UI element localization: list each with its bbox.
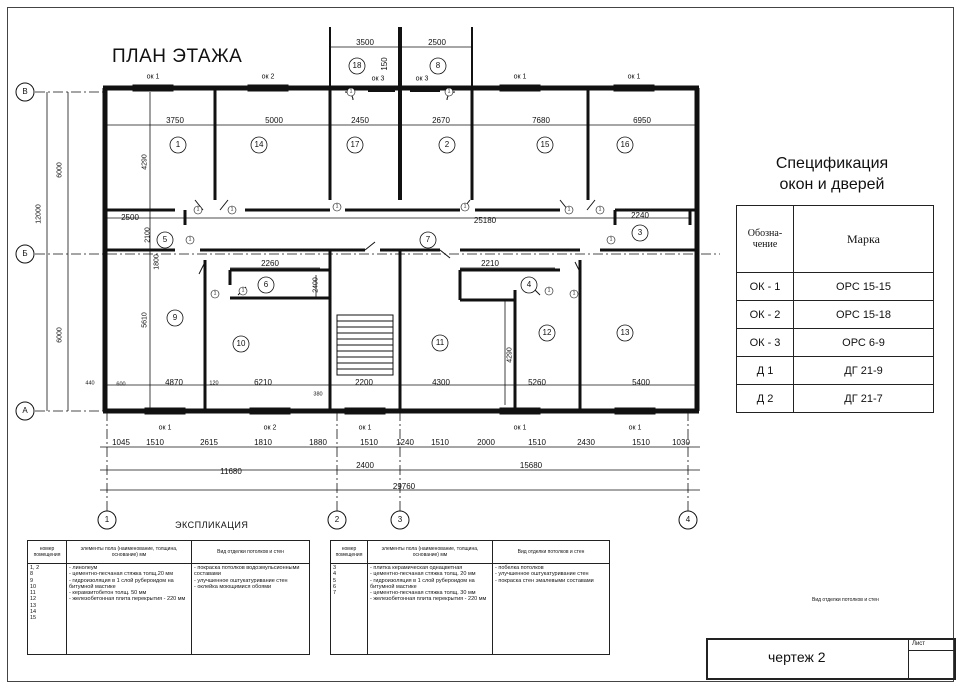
ex1-header [28,541,310,564]
dim-label: 440 [85,380,95,387]
window-mark: ок 1 [513,424,527,432]
window-mark: ок 3 [371,75,385,83]
list-item: - побелка потолков [495,565,544,571]
spec-row [737,301,934,329]
list-item: - оклейка моющимися обоями [194,583,272,590]
ex2-floor [368,564,493,655]
list-item: 6 [333,583,337,590]
dim-label: 5260 [528,378,546,387]
list-item: 15 [30,615,37,622]
dim-label: 1030 [672,438,690,447]
dim-label: 2400 [356,461,374,470]
door-marker-label: 1 [188,236,192,243]
window-mark: ок 1 [358,424,372,432]
room-number: 8 [435,61,441,70]
door-marker-label: 1 [349,88,353,95]
ex1-h-room: номер помещения [28,541,67,564]
spec-cell-brand: ДГ 21-7 [794,385,934,413]
list-item: - плитка керамическая однацветная [370,565,463,571]
door-marker-label: 1 [463,203,467,210]
window-mark: ок 3 [415,75,429,83]
dim-label: 2500 [428,38,446,47]
dim-label: 1045 [112,438,130,447]
dim-label: 2260 [261,259,279,268]
window-mark: ок 1 [627,73,641,81]
list-item: - покраска стен эмалевыми составами [495,577,594,584]
dim-label: 1510 [528,438,546,447]
list-item: - железобетонная плита перекрытия - 220 мм [370,596,487,603]
dim-label: 3500 [356,38,374,47]
spec-header-brand: Марка [794,206,934,273]
door-marker-label: 1 [447,88,451,95]
dim-label: 380 [313,391,323,398]
list-item: - улучшенное оштукатуривание стен [495,571,589,578]
dim-label: 6950 [633,116,651,125]
dim-label: 2430 [577,438,595,447]
room-number: 15 [540,140,550,149]
ex1-h-finish: Вид отделки потолков и стен [192,541,310,564]
list-item: - гидроизоляция в 1 слой рубероидом на битумной мастике [370,577,475,590]
explication-table-2 [330,540,610,655]
axis-label: 1 [104,515,110,524]
list-item: - улучшенное оштукатуривание стен [194,577,288,584]
ex2-h-room: номер помещения [331,541,368,564]
explication-title: ЭКСПЛИКАЦИЯ [175,520,249,530]
door-marker-label: 1 [598,206,602,213]
window-mark: ок 2 [263,424,277,432]
list-item: - цементно-песчаная стяжка толщ. 30 мм [370,590,476,597]
dim-label: 2450 [351,116,369,125]
room-number: 17 [350,140,360,149]
list-item: 10 [30,583,37,590]
list-item: 13 [30,602,37,609]
dim-label: 2670 [432,116,450,125]
door-marker-label: 1 [213,290,217,297]
dim-label: 2000 [477,438,495,447]
spec-row [737,329,934,357]
list-item: - цементно-песчаная стяжка толщ. 20 мм [370,571,476,578]
spec-row [737,385,934,413]
room-number: 18 [352,61,362,70]
list-item: 8 [30,571,34,578]
title-block [706,638,956,680]
room-number: 13 [620,328,630,337]
ex2-finish [493,564,610,655]
ex2-rooms [331,564,368,655]
window-mark: ок 1 [628,424,642,432]
ex2-body [331,564,610,655]
ex1-finish [192,564,310,655]
spec-table [736,205,934,413]
list-item: - железобетонная плита перекрытия - 220 мм [69,596,186,603]
ex1-rooms [28,564,67,655]
list-item: - керамзитобетон толщ. 50 мм [69,590,147,597]
ex1-h-floor: элементы пола (наименование, толщина, основание) мм [67,541,192,564]
dim-label: 4300 [432,378,450,387]
list-item: - покраска потолков водоэмульсионными составами [194,565,300,578]
room-number: 14 [254,140,264,149]
axis-label: А [22,406,28,415]
spec-cell-brand: ОРС 15-18 [794,301,934,329]
list-item: - гидроизоляция в 1 слой рубероидом на битумной мастике [69,577,174,590]
room-number: 11 [435,338,445,347]
spec-header-mark: Обозна-чение [737,206,794,273]
dim-label: 7680 [532,116,550,125]
door-marker-label: 1 [196,206,200,213]
dim-label: 5400 [632,378,650,387]
list-item: - линолеум [69,565,98,571]
dim-label: 2615 [200,438,218,447]
spec-header-row [737,206,934,273]
list-item: 4 [333,571,337,578]
room-number: 9 [172,313,178,322]
room-number: 5 [162,235,168,244]
staircase [337,315,393,375]
dim-label: 2500 [121,213,139,222]
list-item: 14 [30,609,37,616]
axis-label: Б [22,249,28,258]
dim-label: 1510 [360,438,378,447]
entrance-block [330,27,472,200]
dim-label: 1510 [431,438,449,447]
list-item: - цементно-песчаная стяжка толщ.20 мм [69,571,173,578]
spec-cell-mark: ОК - 3 [737,329,794,357]
finish-note: Вид отделки потолков и стен [812,597,879,603]
dim-label: 1880 [309,438,327,447]
spec-cell-mark: Д 2 [737,385,794,413]
dim-label: 1800 [153,254,161,270]
explication-table-1 [27,540,310,655]
dim-label: 6000 [56,162,64,178]
dim-label: 2200 [355,378,373,387]
axis-label: 2 [334,515,340,524]
drawing-title: чертеж 2 [768,649,826,665]
dim-label: 11680 [220,467,242,476]
dim-label: 1510 [632,438,650,447]
window-mark: ок 1 [146,73,160,81]
dim-label: 2240 [631,211,649,220]
room-number: 16 [620,140,630,149]
room-circles [157,58,648,352]
room-number: 4 [526,280,532,289]
dim-label: 15680 [519,461,543,470]
title-block-line [908,650,954,651]
ex2-h-finish: Вид отделки потолков и стен [493,541,610,564]
axis-label: 4 [685,515,691,524]
dim-label: 2100 [144,227,152,243]
list-item: 12 [30,596,37,603]
ex2-header [331,541,610,564]
dim-label: 12000 [35,204,43,224]
spec-row [737,357,934,385]
dim-label: 120 [209,380,219,387]
list-item: 1, 2 [30,565,40,571]
door-marker-label: 1 [567,206,571,213]
room-number: 6 [263,280,269,289]
window-mark: ок 1 [513,73,527,81]
spec-cell-brand: ДГ 21-9 [794,357,934,385]
dim-label: 4290 [141,154,149,170]
dim-label: 600 [116,381,126,388]
room-number: 1 [175,140,181,149]
spec-cell-mark: ОК - 2 [737,301,794,329]
room-number: 10 [236,339,246,348]
dim-label: 29760 [392,482,416,491]
spec-cell-mark: ОК - 1 [737,273,794,301]
sheet-label: Лист [912,641,926,647]
dim-label: 150 [380,57,389,71]
spec-title-line1: Спецификация [775,155,889,172]
spec-row [737,273,934,301]
dim-label: 25180 [473,216,497,225]
dim-label: 1510 [146,438,164,447]
dim-label: 4870 [165,378,183,387]
room-number: 3 [637,228,643,237]
dim-label: 2400 [312,277,320,293]
window-mark: ок 2 [261,73,275,81]
dimension-lines [47,47,700,490]
dim-label: 5610 [141,312,149,328]
spec-cell-brand: ОРС 6-9 [794,329,934,357]
room-number: 7 [425,235,431,244]
spec-cell-brand: ОРС 15-15 [794,273,934,301]
door-marker-label: 1 [241,287,245,294]
list-item: 11 [30,590,36,597]
dim-label: 4290 [506,347,514,363]
axis-label: 3 [397,515,403,524]
dim-label: 3750 [166,116,184,125]
axis-label: В [22,87,28,96]
dim-label: 2210 [481,259,499,268]
door-marker-label: 1 [547,287,551,294]
dim-label: 5000 [265,116,283,125]
room-number: 12 [542,328,552,337]
plan-title: ПЛАН ЭТАЖА [112,46,243,67]
door-marker-label: 1 [572,290,576,297]
list-item: 5 [333,577,337,584]
room-number: 2 [444,140,450,149]
dim-label: 1240 [396,438,414,447]
ex1-floor [67,564,192,655]
list-item: 3 [333,565,337,571]
list-item: 9 [30,577,34,584]
door-marker-label: 1 [609,236,613,243]
window-mark: ок 1 [158,424,172,432]
spec-title [742,153,922,195]
door-marker-label: 1 [335,203,339,210]
dim-label: 1810 [254,438,272,447]
ex1-body [28,564,310,655]
door-marker-label: 1 [230,206,234,213]
title-block-divider [908,640,909,678]
list-item: 7 [333,590,337,597]
dim-label: 6210 [254,378,272,387]
ex2-h-floor: элементы пола (наименование, толщина, основание) мм [368,541,493,564]
spec-cell-mark: Д 1 [737,357,794,385]
dim-label: 6000 [56,327,64,343]
axis-lines [35,88,720,512]
spec-title-line2: окон и дверей [779,176,885,193]
